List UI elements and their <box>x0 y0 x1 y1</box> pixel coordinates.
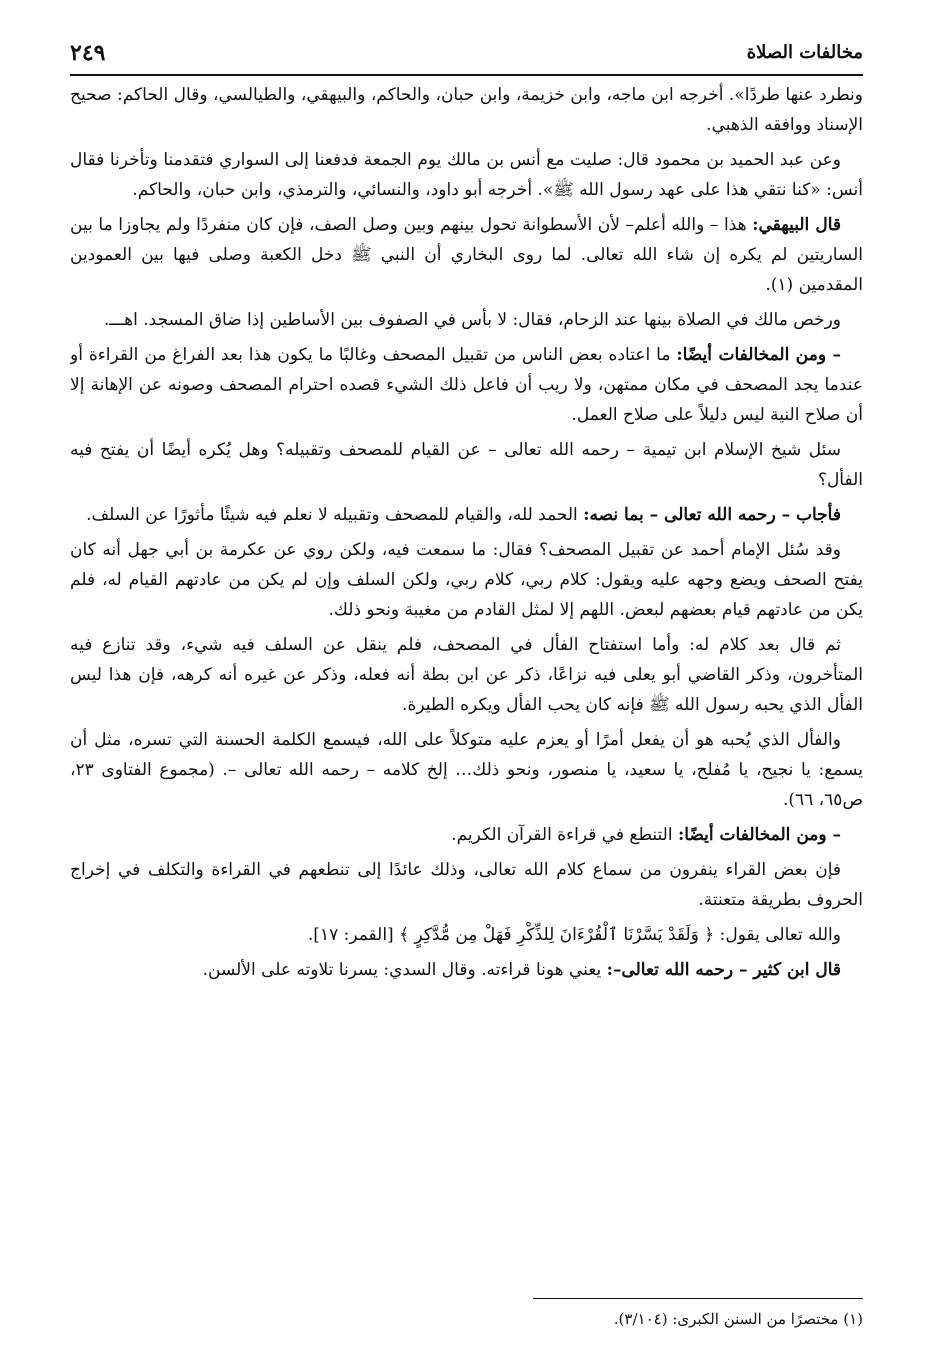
running-title: مخالفات الصلاة <box>746 42 863 63</box>
page-header <box>70 40 863 76</box>
paragraph-7 <box>70 500 863 530</box>
footnote: (١) مختصرًا من السنن الكبرى: (٣/١٠٤). <box>613 1310 863 1328</box>
paragraph-2: وعن عبد الحميد بن محمود قال: صليت مع أنس بن مالك يوم الجمعة فدفعنا إلى السواري فتقدمنا وتأخرنا فقال أنس: «كنا نتقي هذا على عهد رسول الله ﷺ». أخرجه أبو داود، والنسائي، والترمذي، وابن حبان، والحاكم. <box>70 150 863 200</box>
paragraph-3-text: هذا – والله أعلم– لأن الأسطوانة تحول بينهم وبين وصل الصف، فإن كان منفردًا ولم يجاوزا ما بين الساريتين لم يكره إن شاء الله تعالى. لما روى البخاري أن النبي ﷺ دخل الكعبة وصلى فيها بين العمودين المقدمين <box>70 215 863 295</box>
page-number: ٢٤٩ <box>70 40 106 66</box>
paragraph-5-text: ما اعتاده بعض الناس من تقبيل المصحف وغالبًا ما يكون هذا بعد الفراغ من القراءة أو عندما يجد المصحف في مكان ممتهن، ولا ريب أن فاعل ذلك الشيء قصده احترام المصحف وصونه عن الإهانة إلا أن صلاح النية ليس دليلاً على صلاح العمل. <box>70 345 863 425</box>
paragraph-14 <box>70 955 863 985</box>
paragraph-14-text: يعني هونا قراءته. وقال السدي: يسرنا تلاوته على الألسن. <box>202 960 607 980</box>
paragraph-12: فإن بعض القراء ينفرون من سماع كلام الله تعالى، وذلك عائدًا إلى تنطعهم في القراءة والتكلف في إخراج الحروف بطريقة متعنتة. <box>70 860 863 910</box>
paragraph-11 <box>70 820 863 850</box>
paragraph-4: ورخص مالك في الصلاة بينها عند الزحام، فقال: لا بأس في الصفوف بين الأساطين إذا ضاق المسجد. اهـــ. <box>103 310 841 330</box>
footnote-divider <box>533 1298 863 1299</box>
paragraph-13-text: والله تعالى يقول: <box>714 925 841 945</box>
paragraph-9: ثم قال بعد كلام له: وأما استفتاح الفأل في المصحف، فلم ينقل عن السلف فيه شيء، وقد تنازع فيه المتأخرون، وذكر القاضي أبو يعلى فيه نزاعًا، ذكر عن ابن بطة أنه فعله، وذكر عن غيره أنه كرهه، فإن هذا ليس الفأل الذي يحبه رسول الله ﷺ فإنه كان يحب الفأل ويكره الطيرة. <box>70 635 863 715</box>
verse-reference: [القمر: ١٧]. <box>307 925 400 945</box>
paragraph-11-lead: – ومن المخالفات أيضًا: <box>677 825 841 845</box>
paragraph-5-lead: – ومن المخالفات أيضًا: <box>676 345 841 365</box>
paragraph-7-text: الحمد لله، والقيام للمصحف وتقبيله لا نعلم فيه شيئًا مأثورًا عن السلف. <box>86 505 584 525</box>
footnote-ref: (١). <box>765 275 799 295</box>
paragraph-5 <box>70 340 863 430</box>
quran-verse: ﴿ وَلَقَدْ يَسَّرْنَا ٱلْقُرْءَانَ لِلذِّكْرِ فَهَلْ مِن مُّدَّكِرٍ ﴾ <box>399 925 715 945</box>
paragraph-13 <box>70 920 863 950</box>
paragraph-8: وقد سُئل الإمام أحمد عن تقبيل المصحف؟ فقال: ما سمعت فيه، ولكن روي عن عكرمة بن أبي جهل أنه كان يفتح الصحف ويضع وجهه عليه ويقول: كلام ربي، كلام ربي، ولكن السلف وإن لم يكن من عادتهم القيام له، فلم يكن من عادتهم قيام بعضهم لبعض. اللهم إلا لمثل القادم من مغيبة ونحو ذلك. <box>70 540 863 620</box>
paragraph-1: ونطرد عنها طردًا». أخرجه ابن ماجه، وابن خزيمة، وابن حبان، والحاكم، والبيهقي، والطيالسي، وقال الحاكم: صحيح الإسناد ووافقه الذهبي. <box>70 85 863 135</box>
paragraph-11-text: التنطع في قراءة القرآن الكريم. <box>451 825 678 845</box>
body-text <box>70 80 863 1290</box>
paragraph-3-lead: قال البيهقي: <box>752 215 841 235</box>
paragraph-10: والفأل الذي يُحبه هو أن يفعل أمرًا أو يعزم عليه متوكلاً على الله، فيسمع الكلمة الحسنة التي تسره، مثل أن يسمع: يا نجيح، يا مُفلح، يا سعيد، يا منصور، ونحو ذلك… إلخ كلامه – رحمه الله تعالى –. (مجموع الفتاوى ٢٣، ص٦٥، ٦٦). <box>70 730 863 810</box>
paragraph-3 <box>70 210 863 300</box>
paragraph-7-lead: فأجاب – رحمه الله تعالى – بما نصه: <box>583 505 841 525</box>
paragraph-14-lead: قال ابن كثير – رحمه الله تعالى–: <box>606 960 841 980</box>
paragraph-6: سئل شيخ الإسلام ابن تيمية – رحمه الله تعالى – عن القيام للمصحف وتقبيله؟ وهل يُكره أيضًا أن يفتح فيه الفأل؟ <box>70 440 863 490</box>
